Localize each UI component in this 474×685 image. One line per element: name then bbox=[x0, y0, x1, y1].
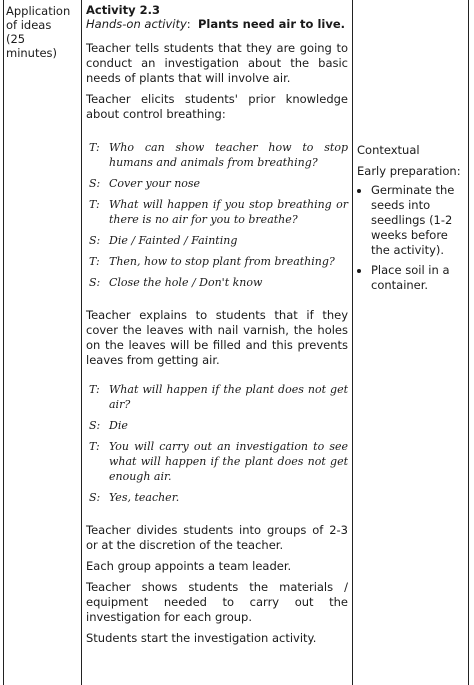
activity-type: Hands-on activity bbox=[86, 17, 187, 31]
dialogue-text: Die bbox=[109, 419, 128, 432]
dialogue-speaker: T: bbox=[89, 383, 100, 396]
dialogue-text: Close the hole / Don't know bbox=[109, 276, 263, 289]
paragraph-groups: Teacher divides students into groups of 2-3 or at the discretion of the teacher. bbox=[86, 523, 348, 552]
dialogue-line bbox=[86, 140, 348, 170]
dialogue-speaker: T: bbox=[89, 255, 100, 268]
dialogue-speaker: T: bbox=[89, 198, 100, 211]
dialogue-block-1 bbox=[86, 140, 348, 290]
paragraph-elicit: Teacher elicits students' prior knowledge about control breathing: bbox=[86, 92, 348, 121]
dialogue-speaker: S: bbox=[89, 276, 101, 289]
activity-title: Activity 2.3 bbox=[86, 3, 160, 17]
dialogue-text: You will carry out an investigation to see what will happen if the plant does not get enough air. bbox=[109, 440, 348, 483]
dialogue-text: Cover your nose bbox=[109, 177, 201, 190]
dialogue-line bbox=[86, 490, 348, 505]
column-divider-2 bbox=[352, 0, 353, 685]
paragraph-intro: Teacher tells students that they are going to conduct an investigation about the basic needs of plants that will involve air. bbox=[86, 41, 348, 85]
activity-topic: Plants need air to live. bbox=[197, 17, 345, 31]
stage-label-line2: of ideas bbox=[6, 18, 52, 32]
column-divider-1 bbox=[81, 0, 82, 685]
dialogue-text: What will happen if you stop breathing or there is no air for you to breathe? bbox=[109, 198, 348, 226]
notes-contextual: Contextual bbox=[357, 143, 420, 157]
dialogue-text: Then, how to stop plant from breathing? bbox=[109, 255, 335, 268]
notes-early-preparation: Early preparation: bbox=[357, 164, 461, 178]
paragraph-materials: Teacher shows students the materials / equipment needed to carry out the investigation for each group. bbox=[86, 580, 348, 624]
notes-list bbox=[357, 183, 469, 293]
dialogue-text: Who can show teacher how to stop humans and animals from breathing? bbox=[109, 141, 348, 169]
dialogue-speaker: T: bbox=[89, 440, 100, 453]
dialogue-speaker: S: bbox=[89, 491, 101, 504]
dialogue-line bbox=[86, 197, 348, 227]
dialogue-speaker: S: bbox=[89, 419, 101, 432]
dialogue-speaker: T: bbox=[89, 141, 100, 154]
dialogue-text: Die / Fainted / Fainting bbox=[109, 234, 238, 247]
dialogue-block-2 bbox=[86, 382, 348, 505]
notes-list-item: • Place soil in a container. bbox=[371, 263, 469, 293]
dialogue-line bbox=[86, 176, 348, 191]
dialogue-line bbox=[86, 439, 348, 484]
activity-subtitle: Hands-on activity: Plants need air to live. bbox=[86, 17, 345, 31]
dialogue-line bbox=[86, 382, 348, 412]
dialogue-speaker: S: bbox=[89, 234, 101, 247]
dialogue-text: Yes, teacher. bbox=[109, 491, 180, 504]
stage-column bbox=[6, 4, 74, 60]
activity-column bbox=[86, 3, 348, 646]
notes-list-item: • Germinate the seeds into seedlings (1-2 weeks before the activity). bbox=[371, 183, 469, 258]
paragraph-start: Students start the investigation activity. bbox=[86, 631, 317, 645]
paragraph-leader: Each group appoints a team leader. bbox=[86, 559, 292, 573]
dialogue-text: What will happen if the plant does not get air? bbox=[109, 383, 348, 411]
stage-duration: (25 minutes) bbox=[6, 32, 58, 60]
notes-column bbox=[357, 143, 469, 298]
dialogue-line bbox=[86, 254, 348, 269]
dialogue-line bbox=[86, 418, 348, 433]
paragraph-explain: Teacher explains to students that if they cover the leaves with nail varnish, the holes on the leaves will be filled and this prevents leaves from getting air. bbox=[86, 308, 348, 367]
stage-label-line1: Application bbox=[6, 4, 71, 18]
dialogue-speaker: S: bbox=[89, 177, 101, 190]
dialogue-line bbox=[86, 275, 348, 290]
dialogue-line bbox=[86, 233, 348, 248]
